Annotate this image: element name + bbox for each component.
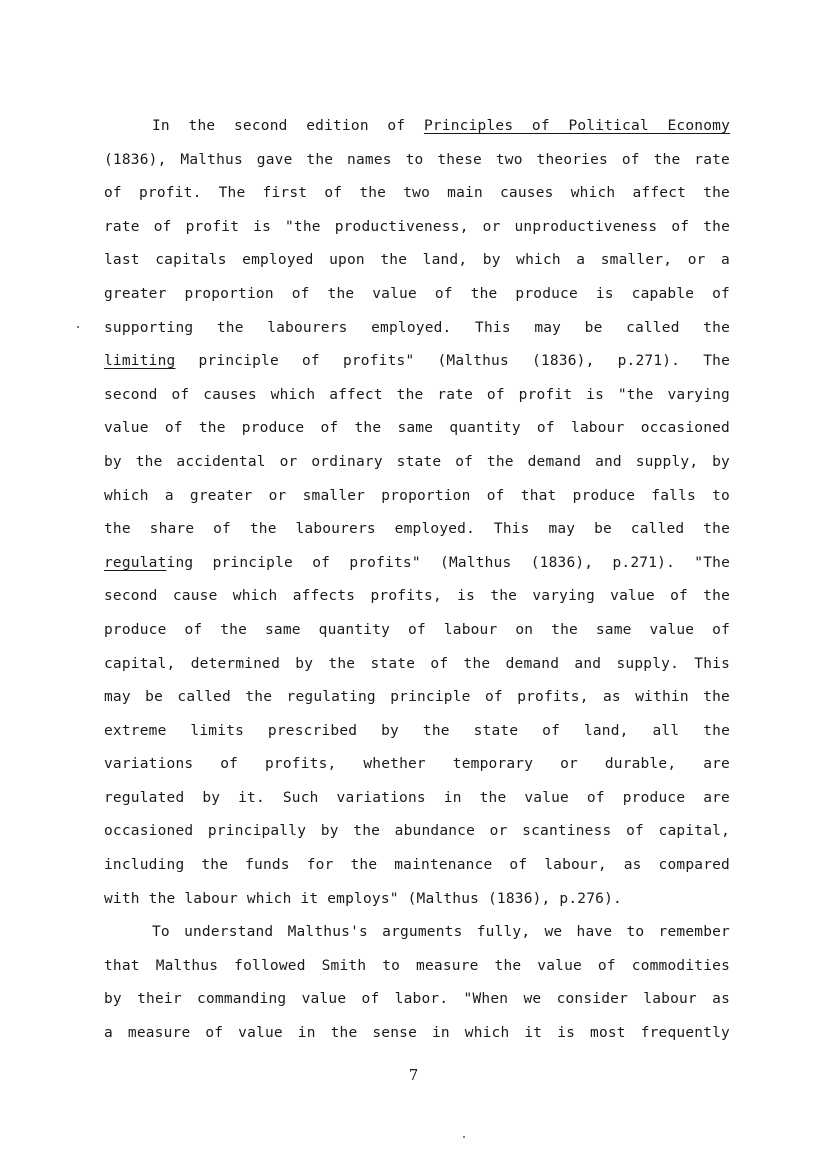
text-line: supporting the labourers employed. This may be called the — [104, 319, 730, 336]
text-line: capital, determined by the state of the demand and supply. This — [104, 655, 730, 672]
text-line: variations of profits, whether temporary or durable, are — [104, 756, 730, 773]
underlined-text: limiting — [104, 353, 176, 370]
text-line: value of the produce of the same quantity of labour occasioned — [104, 420, 730, 437]
text-line: by the accidental or ordinary state of the demand and supply, by — [104, 453, 730, 470]
body-text — [104, 110, 730, 1051]
text-line: second cause which affects profits, is the varying value of the — [104, 588, 730, 605]
text-line: with the labour which it employs" (Malthus (1836), p.276). — [104, 890, 622, 907]
text-line: of profit. The first of the two main causes which affect the — [104, 185, 730, 202]
scan-speck — [77, 326, 79, 328]
text-line: In the second edition of Principles of Political Economy — [152, 118, 730, 134]
text-line: extreme limits prescribed by the state of land, all the — [104, 722, 730, 739]
text-line: occasioned principally by the abundance or scantiness of capital, — [104, 823, 730, 840]
text-line: including the funds for the maintenance of labour, as compared — [104, 857, 730, 874]
text-line: limiting principle of profits" (Malthus (1836), p.271). The — [104, 353, 730, 370]
scan-speck — [463, 1136, 465, 1138]
text-line: To understand Malthus's arguments fully, we have to remember — [152, 924, 730, 941]
text-line: rate of profit is "the productiveness, or unproductiveness of the — [104, 218, 730, 235]
underlined-text: regulat — [104, 554, 167, 571]
underlined-text: Principles of Political Economy — [423, 118, 730, 134]
text-line: by their commanding value of labor. "When we consider labour as — [104, 991, 730, 1008]
text-line: may be called the regulating principle of profits, as within the — [104, 689, 730, 706]
page-number: 7 — [408, 1066, 419, 1084]
text-line: last capitals employed upon the land, by which a smaller, or a — [104, 252, 730, 269]
text-line: which a greater or smaller proportion of that produce falls to — [104, 487, 730, 504]
text-line: a measure of value in the sense in which it is most frequently — [104, 1025, 730, 1042]
text-line: second of causes which affect the rate of profit is "the varying — [104, 386, 730, 403]
text-line: regulated by it. Such variations in the value of produce are — [104, 789, 730, 806]
text-line: regulating principle of profits" (Malthus (1836), p.271). "The — [104, 554, 730, 571]
text-line: (1836), Malthus gave the names to these two theories of the rate — [104, 151, 730, 168]
text-line: the share of the labourers employed. This may be called the — [104, 521, 730, 538]
text-line: produce of the same quantity of labour on the same value of — [104, 621, 730, 638]
text-line: greater proportion of the value of the produce is capable of — [104, 285, 730, 302]
text-line: that Malthus followed Smith to measure the value of commodities — [104, 957, 730, 974]
